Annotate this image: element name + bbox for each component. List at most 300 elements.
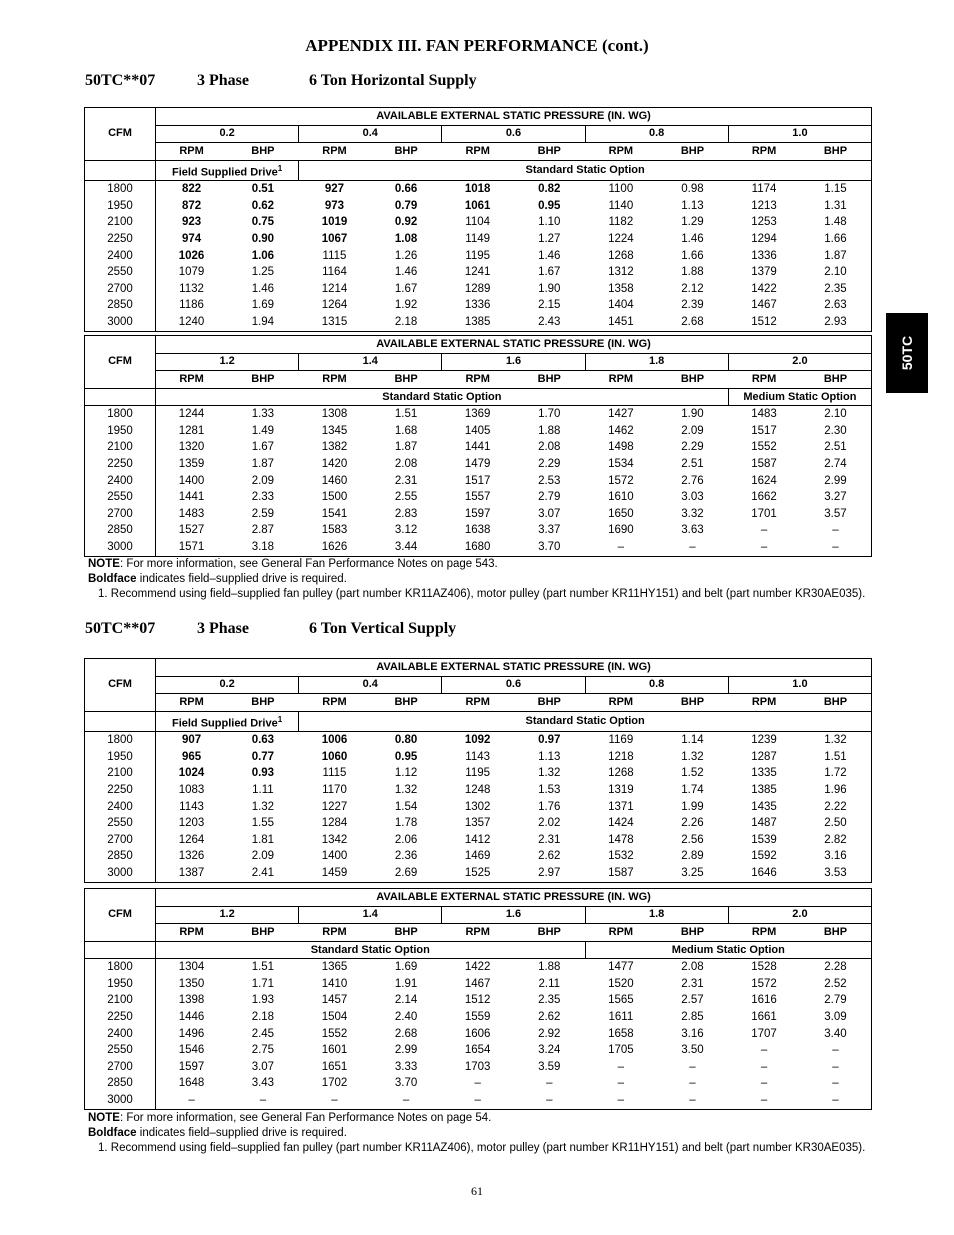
value-cell: 2.68 [681,315,704,328]
value-cell: 1.52 [681,767,704,780]
note-label: NOTE [88,558,120,570]
value-cell: 2.99 [824,474,847,487]
value-cell: 2.57 [681,994,704,1007]
cfm-cell: 1950 [85,198,156,215]
value-cell: 2.87 [251,524,275,537]
value-cell: 973 [324,199,345,212]
rpm-header: RPM [585,143,657,161]
value-cell: – [617,1060,625,1073]
option-label: Field Supplied Drive [171,717,278,730]
value-cell: 2.29 [681,441,704,454]
option-label: Standard Static Option [310,943,430,956]
value-cell: 1365 [321,961,348,974]
value-cell: 2.69 [394,866,418,879]
value-cell: 1.74 [681,784,704,797]
pressure-header: 0.6 [442,125,585,143]
pressure-header: 1.4 [299,906,442,924]
value-cell: 2.10 [824,408,847,421]
fan-table-vertical-low [84,658,872,883]
value-cell: 1457 [321,994,348,1007]
cfm-cell: 1950 [85,423,156,440]
value-cell: 1132 [179,282,204,295]
value-cell: 2.43 [538,315,561,328]
value-cell: 3.63 [681,524,704,537]
value-cell: 2.31 [681,977,704,990]
value-cell: 1079 [178,266,205,279]
value-cell: 1.87 [824,249,847,262]
esp-header: AVAILABLE EXTERNAL STATIC PRESSURE (IN. WG) [156,336,872,354]
value-cell: 1460 [321,474,348,487]
value-cell: 1302 [464,800,491,813]
cfm-cell: 2100 [85,993,156,1010]
value-cell: 1.93 [251,994,275,1007]
section-phase: 3 Phase [197,72,249,89]
value-cell: 1525 [464,866,491,879]
value-cell: 1.48 [824,216,847,229]
cfm-cell: 2250 [85,456,156,473]
value-cell: 1.14 [681,734,704,747]
value-cell: – [832,540,839,553]
value-cell: – [832,1077,839,1090]
value-cell: 0.90 [251,233,275,246]
note-line [88,557,870,572]
value-cell: 1241 [464,266,491,279]
table-row [85,489,872,506]
value-cell: 1.81 [251,833,275,846]
value-cell: 0.95 [394,750,418,763]
value-cell: 1083 [178,784,205,797]
value-cell: 2.99 [394,1044,418,1057]
value-cell: 1462 [608,424,634,437]
value-cell: 1412 [464,833,491,846]
value-cell: 1.10 [538,216,561,229]
value-cell: 0.75 [251,216,275,229]
value-cell: – [474,1093,481,1106]
value-cell: 1140 [608,199,634,212]
pressure-header: 2.0 [728,353,871,371]
value-cell: 1572 [751,977,777,990]
rpm-header: RPM [156,924,228,942]
value-cell: 1244 [178,408,205,421]
cfm-cell: 1950 [85,749,156,766]
value-cell: 0.93 [251,767,275,780]
page-number: 61 [471,1184,483,1198]
table-row [85,1009,872,1026]
value-cell: 3.03 [681,491,704,504]
value-cell: 1.51 [824,750,847,763]
cfm-cell: 2250 [85,231,156,248]
value-cell: 1326 [178,850,205,863]
value-cell: 1528 [751,961,777,974]
cfm-cell: 2700 [85,281,156,298]
side-tab-label: 50TC [899,335,915,371]
pressure-header: 0.4 [299,125,442,143]
value-cell: 0.63 [251,734,275,747]
table-row [85,993,872,1010]
cfm-cell: 2700 [85,1059,156,1076]
value-cell: 1638 [464,524,491,537]
rpm-header: RPM [299,694,371,712]
value-cell: 1446 [178,1010,205,1023]
value-cell: 1.46 [394,266,418,279]
value-cell: 1.31 [824,199,847,212]
table-row [85,865,872,882]
value-cell: 1.72 [824,767,847,780]
value-cell: 2.18 [251,1010,275,1023]
bhp-header: BHP [370,694,442,712]
value-cell: 1467 [751,299,777,312]
value-cell: 872 [181,199,202,212]
value-cell: – [188,1093,195,1106]
value-cell: 1539 [751,833,777,846]
value-cell: 2.53 [538,474,561,487]
value-cell: 1115 [322,767,347,780]
option-header [728,388,871,406]
table-row [85,815,872,832]
value-cell: 1662 [751,491,777,504]
option-label: Medium Static Option [671,943,785,956]
value-cell: 1606 [464,1027,491,1040]
value-cell: 1.67 [251,441,275,454]
value-cell: 1597 [464,507,491,520]
cfm-cell: 2700 [85,506,156,523]
value-cell: 1.08 [394,233,418,246]
value-cell: 1264 [321,299,348,312]
notes-horizontal [88,557,870,602]
cfm-cell: 2550 [85,489,156,506]
value-cell: 1.68 [394,424,418,437]
cfm-cell: 2850 [85,849,156,866]
value-cell: 1350 [178,977,205,990]
value-cell: 1018 [464,183,491,196]
value-cell: – [617,1077,625,1090]
cfm-cell: 2400 [85,799,156,816]
value-cell: 3.40 [824,1027,847,1040]
cfm-cell: 3000 [85,865,156,882]
value-cell: 2.74 [824,457,847,470]
value-cell: 0.97 [538,734,561,747]
value-cell: 1358 [608,282,634,295]
value-cell: 1.25 [251,266,275,279]
value-cell: 1565 [608,994,634,1007]
value-cell: 1559 [464,1010,491,1023]
rpm-header: RPM [728,143,800,161]
value-cell: 1385 [751,784,777,797]
value-cell: 1.27 [538,233,561,246]
value-cell: – [832,1060,839,1073]
cfm-cell: 2100 [85,766,156,783]
cfm-cell: 3000 [85,1092,156,1109]
option-header [156,388,729,406]
value-cell: 1336 [464,299,491,312]
table-row [85,849,872,866]
pressure-header: 1.6 [442,353,585,371]
value-cell: 2.33 [251,491,275,504]
value-cell: 2.22 [824,800,847,813]
value-cell: 1195 [465,249,491,262]
value-cell: 1335 [751,767,777,780]
side-tab [886,313,928,393]
value-cell: 1705 [608,1044,634,1057]
table-row [85,782,872,799]
value-cell: 1512 [751,315,777,328]
table-row [85,231,872,248]
table-row [85,1076,872,1093]
value-cell: 1268 [608,249,634,262]
cfm-header: CFM [85,336,156,389]
bhp-header: BHP [513,143,585,161]
cfm-cell: 3000 [85,314,156,331]
bhp-header: BHP [513,371,585,389]
pressure-header: 1.2 [156,906,299,924]
pressure-header: 1.2 [156,353,299,371]
bhp-header: BHP [513,924,585,942]
notes-vertical [88,1111,870,1156]
value-cell: 1319 [608,784,634,797]
value-cell: 1.53 [538,784,561,797]
value-cell: 3.25 [681,866,704,879]
value-cell: 2.28 [824,961,847,974]
table-row [85,423,872,440]
cfm-cell: 2850 [85,298,156,315]
table-row [85,959,872,976]
table-row [85,766,872,783]
value-cell: – [689,1093,696,1106]
value-cell: 1467 [464,977,491,990]
value-cell: 1424 [608,817,634,830]
cfm-cell: 2100 [85,440,156,457]
value-cell: 1174 [751,183,777,196]
value-cell: 1487 [751,817,777,830]
value-cell: 1435 [751,800,777,813]
rpm-header: RPM [728,694,800,712]
value-cell: 0.77 [251,750,275,763]
value-cell: 1385 [464,315,491,328]
value-cell: 1371 [608,800,634,813]
value-cell: 0.79 [394,199,418,212]
value-cell: 2.06 [394,833,418,846]
value-cell: – [402,1093,410,1106]
value-cell: 1483 [751,408,777,421]
note-line [88,1111,870,1126]
value-cell: 1.90 [681,408,704,421]
value-cell: 1248 [464,784,491,797]
table-row [85,314,872,331]
note-text: : For more information, see General Fan Performance Notes on page 543. [119,558,498,570]
value-cell: 1483 [178,507,205,520]
value-cell: 1.90 [538,282,561,295]
value-cell: 1541 [321,507,348,520]
value-cell: 1557 [464,491,491,504]
table-row [85,406,872,423]
rpm-header: RPM [299,371,371,389]
value-cell: 1534 [608,457,634,470]
value-cell: 2.52 [824,977,847,990]
bhp-header: BHP [227,371,299,389]
table-row [85,264,872,281]
value-cell: 3.50 [681,1044,704,1057]
option-header [156,160,299,181]
option-label: Standard Static Option [525,715,645,728]
value-cell: 3.44 [394,540,418,553]
value-cell: 1520 [608,977,634,990]
value-cell: 1342 [321,833,348,846]
bhp-header: BHP [370,924,442,942]
value-cell: 1572 [608,474,634,487]
value-cell: 965 [181,750,202,763]
bhp-header: BHP [800,371,872,389]
value-cell: 1680 [464,540,491,553]
value-cell: 1498 [608,441,634,454]
value-cell: 1104 [465,216,491,229]
value-cell: 1092 [464,734,491,747]
pressure-header: 1.8 [585,353,728,371]
value-cell: 1312 [608,266,634,279]
rpm-header: RPM [585,371,657,389]
value-cell: 3.07 [538,507,561,520]
cfm-cell: 2550 [85,815,156,832]
value-cell: 3.24 [538,1044,561,1057]
value-cell: 1026 [178,249,205,262]
value-cell: 1422 [751,282,777,295]
boldface-text: indicates field–supplied drive is required. [136,1127,347,1139]
value-cell: 1658 [608,1027,634,1040]
cfm-cell: 2250 [85,782,156,799]
note-label: NOTE [88,1112,120,1124]
option-header [585,941,872,959]
table-row [85,181,872,198]
value-cell: 1.26 [394,249,418,262]
value-cell: 1.69 [394,961,418,974]
value-cell: 1214 [321,282,348,295]
table-row [85,832,872,849]
value-cell: 1405 [464,424,491,437]
value-cell: 1703 [464,1060,491,1073]
rpm-header: RPM [728,924,800,942]
value-cell: 1186 [179,299,204,312]
option-label: Standard Static Option [525,164,645,177]
value-cell: – [259,1093,267,1106]
value-cell: 1.71 [251,977,275,990]
value-cell: 1400 [178,474,205,487]
value-cell: 1.49 [251,424,275,437]
value-cell: 2.41 [251,866,275,879]
value-cell: 1006 [321,734,348,747]
value-cell: 1060 [321,750,348,763]
value-cell: 1.92 [394,299,418,312]
value-cell: 2.83 [394,507,418,520]
value-cell: 1646 [751,866,777,879]
value-cell: – [617,1093,625,1106]
cfm-cell: 3000 [85,539,156,556]
value-cell: 1404 [608,299,634,312]
section-phase: 3 Phase [197,620,249,637]
value-cell: 1651 [321,1060,348,1073]
value-cell: 2.62 [538,850,561,863]
rpm-header: RPM [585,694,657,712]
table-row [85,1026,872,1043]
value-cell: 1345 [321,424,348,437]
cfm-cell: 2550 [85,1042,156,1059]
option-header [299,160,872,181]
value-cell: 1.88 [538,424,561,437]
value-cell: 0.62 [251,199,275,212]
value-cell: 3.16 [681,1027,704,1040]
value-cell: 1.46 [251,282,275,295]
table-row [85,539,872,556]
value-cell: 974 [181,233,202,246]
value-cell: 1143 [179,800,204,813]
value-cell: 2.30 [824,424,847,437]
pressure-header: 1.6 [442,906,585,924]
option-header [156,711,299,732]
cfm-cell: 2100 [85,215,156,232]
value-cell: 1707 [751,1027,777,1040]
value-cell: 1.94 [251,315,275,328]
boldface-line [88,572,870,587]
value-cell: 1.11 [252,784,274,797]
value-cell: 1218 [608,750,634,763]
value-cell: – [760,1077,768,1090]
table-row [85,198,872,215]
value-cell: 2.75 [251,1044,275,1057]
value-cell: 1441 [178,491,205,504]
value-cell: 1624 [751,474,777,487]
table-row [85,799,872,816]
boldface-label: Boldface [88,573,137,585]
value-cell: 2.31 [394,474,418,487]
table-row [85,298,872,315]
value-cell: – [689,540,696,553]
value-cell: 1.51 [251,961,275,974]
value-cell: 1336 [751,249,777,262]
value-cell: 1268 [608,767,634,780]
value-cell: 1304 [178,961,205,974]
value-cell: 1496 [178,1027,205,1040]
table-row [85,248,872,265]
value-cell: 1.67 [538,266,561,279]
value-cell: 1.54 [394,800,418,813]
value-cell: 1281 [178,424,205,437]
value-cell: 2.12 [681,282,704,295]
value-cell: 1650 [608,507,634,520]
table-row [85,473,872,490]
value-cell: 2.97 [538,866,561,879]
value-cell: 1587 [608,866,634,879]
value-cell: 1382 [321,441,348,454]
rpm-header: RPM [585,924,657,942]
value-cell: 2.45 [251,1027,275,1040]
value-cell: 2.35 [824,282,847,295]
value-cell: 2.85 [681,1010,704,1023]
pressure-header: 0.8 [585,125,728,143]
value-cell: 2.08 [681,961,704,974]
value-cell: 1583 [321,524,348,537]
value-cell: 2.09 [251,474,275,487]
value-cell: 2.79 [824,994,847,1007]
value-cell: 2.15 [538,299,561,312]
value-cell: 2.59 [251,507,275,520]
value-cell: 1552 [751,441,777,454]
value-cell: 3.18 [251,540,275,553]
value-cell: 1626 [321,540,348,553]
value-cell: – [546,1077,553,1090]
value-cell: 1441 [464,441,491,454]
value-cell: – [617,540,625,553]
value-cell: 1.70 [538,408,561,421]
value-cell: 1592 [751,850,777,863]
table-row [85,1059,872,1076]
